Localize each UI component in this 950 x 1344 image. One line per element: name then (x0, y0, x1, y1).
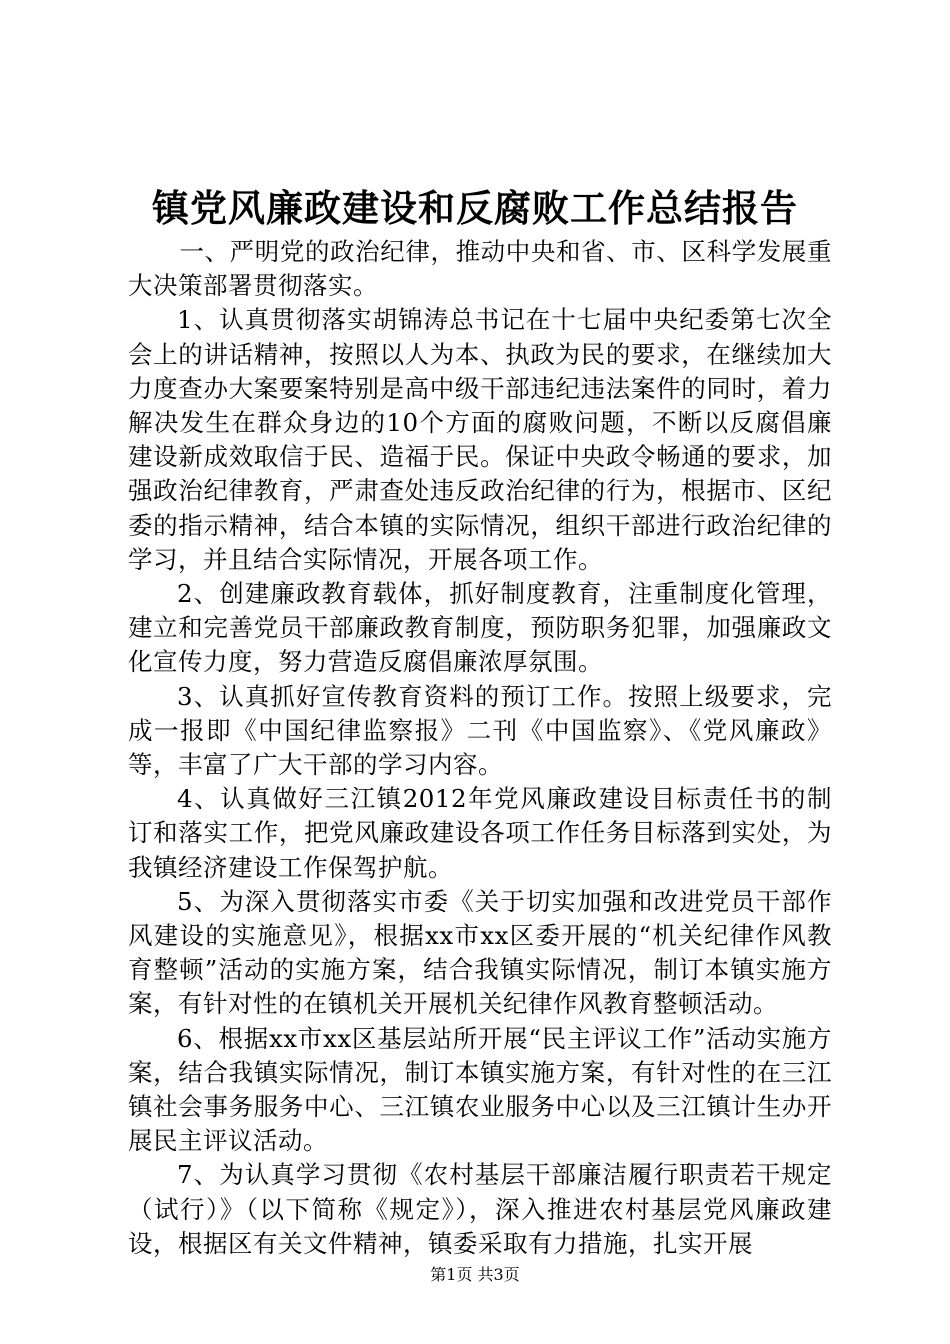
page-number-footer: 第1页 共3页 (430, 1265, 520, 1284)
paragraph-item-3: 3、认真抓好宣传教育资料的预订工作。按照上级要求，完成一报即《中国纪律监察报》二刊《中国监察》、《党风廉政》等，丰富了广大干部的学习内容。 (128, 681, 832, 780)
document-title: 镇党风廉政建设和反腐败工作总结报告 (152, 186, 798, 230)
paragraph-item-2: 2、创建廉政教育载体，抓好制度教育，注重制度化管理，建立和完善党员干部廉政教育制度，预防职务犯罪，加强廉政文化宣传力度，努力营造反腐倡廉浓厚氛围。 (128, 579, 832, 677)
section-heading-1: 一、严明党的政治纪律，推动中央和省、市、区科学发展重大决策部署贯彻落实。 (128, 237, 832, 301)
paragraph-item-6: 6、根据xx市xx区基层站所开展“民主评议工作”活动实施方案，结合我镇实际情况，制订本镇实施方案，有针对性的在三江镇社会事务服务中心、三江镇农业服务中心以及三江镇计生办开展民主评议活动。 (128, 1023, 832, 1156)
paragraph-item-7: 7、为认真学习贯彻《农村基层干部廉洁履行职责若干规定（试行）》（以下简称《规定》），深入推进农村基层党风廉政建设，根据区有关文件精神，镇委采取有力措施，扎实开展 (128, 1160, 832, 1258)
paragraph-item-1: 1、认真贯彻落实胡锦涛总书记在十七届中央纪委第七次全会上的讲话精神，按照以人为本、执政为民的要求，在继续加大力度查办大案要案特别是高中级干部违纪违法案件的同时，着力解决发生在群众身边的10个方面的腐败问题，不断以反腐倡廉建设新成效取信于民、造福于民。保证中央政令畅通的要求，加强政治纪律教育，严肃查处违反政治纪律的行为，根据市、区纪委的指示精神，结合本镇的实际情况，组织干部进行政治纪律的学习，并且结合实际情况，开展各项工作。 (128, 305, 832, 574)
paragraph-item-4: 4、认真做好三江镇2012年党风廉政建设目标责任书的制订和落实工作，把党风廉政建设各项工作任务目标落到实处，为我镇经济建设工作保驾护航。 (128, 784, 832, 882)
document-body (128, 235, 832, 1261)
paragraph-item-5: 5、为深入贯彻落实市委《关于切实加强和改进党员干部作风建设的实施意见》，根据xx市xx区委开展的“机关纪律作风教育整顿”活动的实施方案，结合我镇实际情况，制订本镇实施方案，有针对性的在镇机关开展机关纪律作风教育整顿活动。 (128, 886, 832, 1019)
